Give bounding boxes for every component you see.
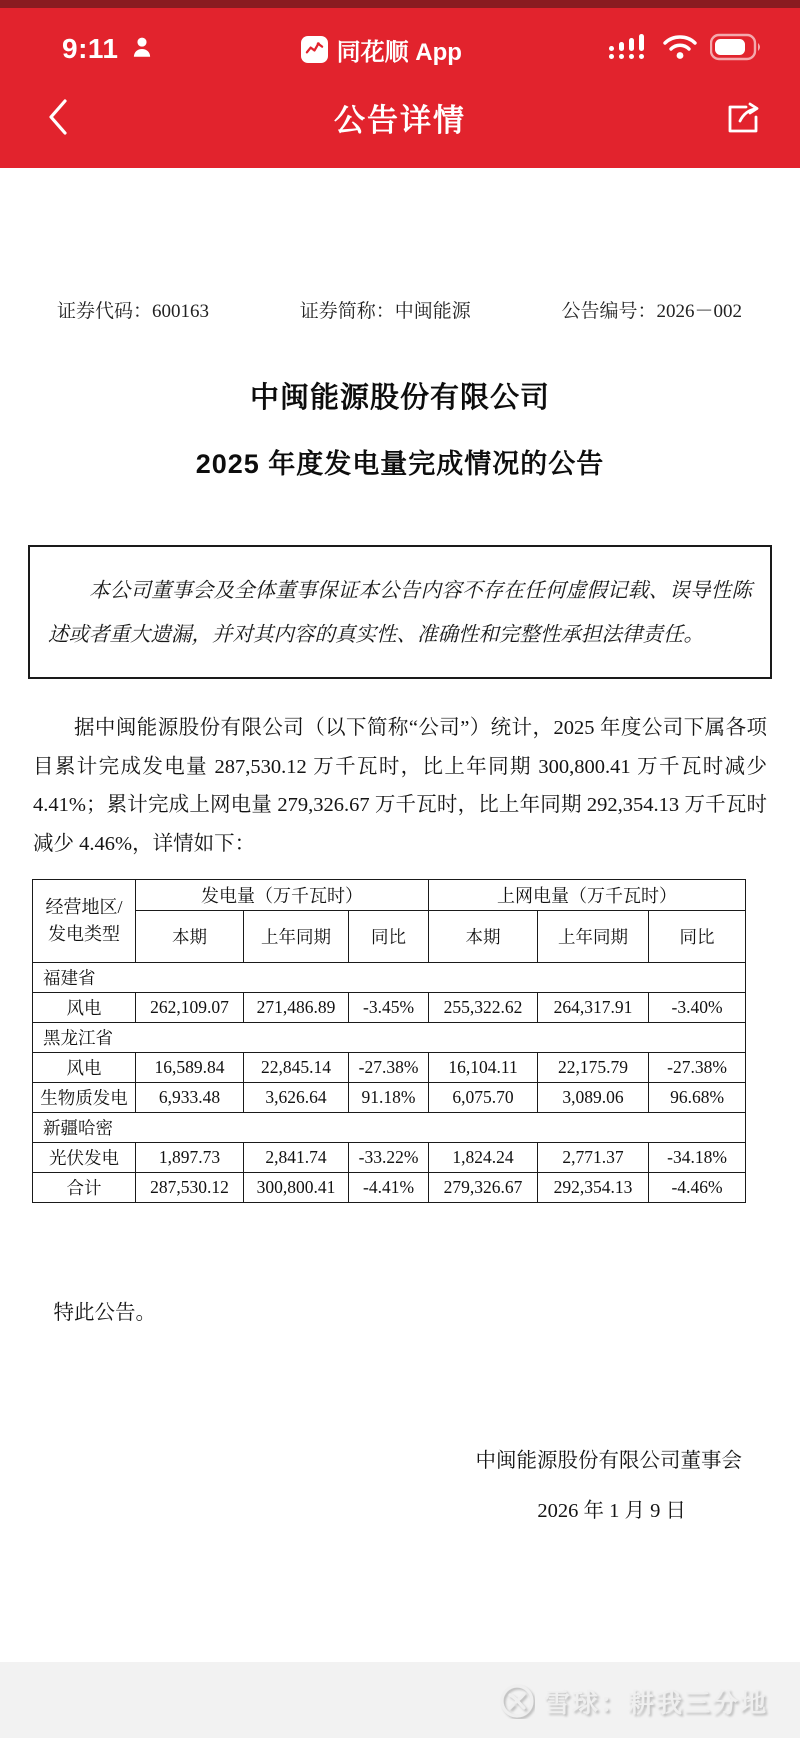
table-row: 风电 262,109.07 271,486.89 -3.45% 255,322.62 264,317.91 -3.40%	[33, 993, 746, 1023]
status-bar-top-strip	[0, 0, 800, 8]
announcement-document	[0, 168, 800, 1662]
app-banner[interactable]	[301, 32, 462, 67]
closing-statement: 特此公告。	[53, 1302, 156, 1325]
cellular-signal-icon	[608, 34, 650, 65]
announcement-number: 公告编号：2026－002	[561, 301, 742, 322]
sub-header: 上年同期	[244, 911, 349, 963]
signature: 中闽能源股份有限公司董事会	[475, 1450, 742, 1473]
table-group-header-row	[33, 880, 746, 911]
sub-header: 同比	[349, 911, 429, 963]
group-header-generation: 发电量（万千瓦时）	[136, 880, 429, 911]
security-code: 证券代码：600163	[57, 301, 210, 322]
security-meta-row	[57, 296, 742, 323]
app-banner-label: 同花顺 App	[336, 38, 462, 66]
watermark-bar	[0, 1662, 800, 1738]
generation-table	[32, 879, 746, 1203]
battery-icon	[710, 33, 762, 66]
share-button[interactable]	[720, 95, 764, 139]
nav-bar	[0, 80, 800, 168]
status-bar	[0, 8, 800, 80]
group-header-grid: 上网电量（万千瓦时）	[429, 880, 746, 911]
table-section-row: 黑龙江省	[33, 1023, 746, 1053]
table-sub-header-row	[33, 911, 746, 963]
table-section-row: 新疆哈密	[33, 1113, 746, 1143]
table-section-row: 福建省	[33, 963, 746, 993]
table-row: 生物质发电 6,933.48 3,626.64 91.18% 6,075.70 3,089.06 96.68%	[33, 1083, 746, 1113]
table-row: 风电 16,589.84 22,845.14 -27.38% 16,104.11 22,175.79 -27.38%	[33, 1053, 746, 1083]
disclaimer-box	[28, 545, 772, 679]
clock: 9:11	[62, 33, 119, 64]
person-icon	[129, 34, 155, 65]
back-button[interactable]	[36, 95, 80, 139]
ths-chart-icon	[301, 36, 328, 63]
page-title: 公告详情	[334, 102, 466, 138]
signature-date: 2026 年 1 月 9 日	[537, 1500, 686, 1523]
sub-header: 同比	[649, 911, 746, 963]
sub-header: 上年同期	[538, 911, 649, 963]
sub-header: 本期	[136, 911, 244, 963]
company-title: 中闽能源股份有限公司	[249, 382, 550, 414]
wifi-icon	[663, 34, 697, 65]
disclaimer-text: 本公司董事会及全体董事保证本公告内容不存在任何虚假记载、误导性陈述或者重大遗漏，并对其内容的真实性、准确性和完整性承担法律责任。	[48, 580, 752, 647]
sub-header: 本期	[429, 911, 538, 963]
table-total-row: 合计 287,530.12 300,800.41 -4.41% 279,326.67 292,354.13 -4.46%	[33, 1173, 746, 1203]
security-name: 证券简称：中闽能源	[299, 301, 471, 322]
announcement-title: 2025 年度发电量完成情况的公告	[195, 449, 605, 479]
xueqiu-logo-icon	[499, 1683, 535, 1719]
table-row: 光伏发电 1,897.73 2,841.74 -33.22% 1,824.24 2,771.37 -34.18%	[33, 1143, 746, 1173]
body-paragraph: 据中闽能源股份有限公司（以下简称“公司”）统计，2025 年度公司下属各项目累计完成发电量 287,530.12 万千瓦时，比上年同期 300,800.41 万千瓦时减少 4.41%；累计完成上网电量 279,326.67 万千瓦时，比上年同期 292,354.13 万千瓦时减少 4.46%，详情如下：	[33, 717, 767, 855]
table-corner-header: 经营地区/ 发电类型	[33, 880, 136, 963]
watermark-text: 雪球：耕我三分地	[543, 1687, 768, 1718]
